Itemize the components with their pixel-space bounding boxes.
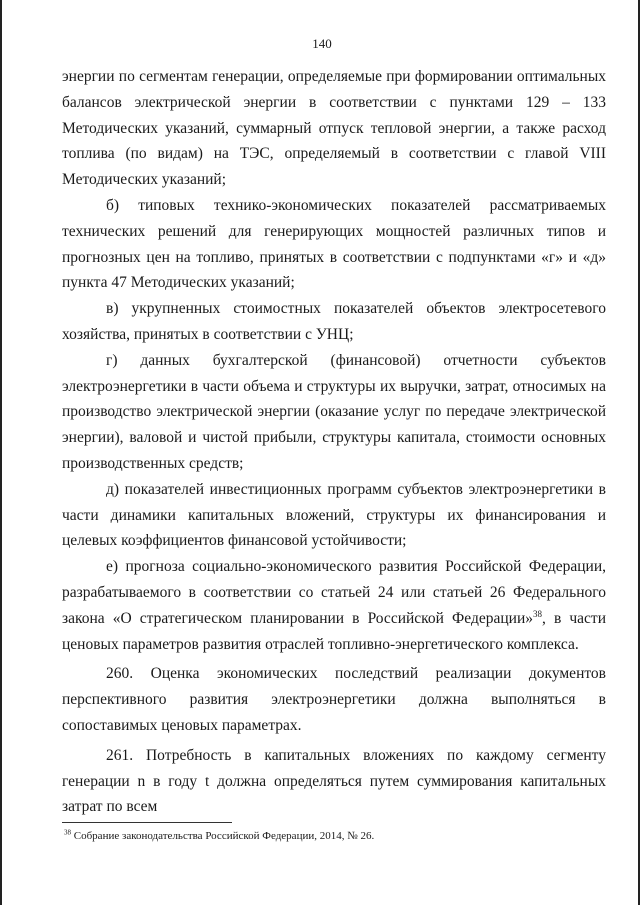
footnote-separator <box>62 822 232 823</box>
paragraph-g: г) данных бухгалтерской (финансовой) отчетности субъектов электроэнергетики в части объема и структуры их выручки, затрат, относимых на производство электрической энергии (оказание услуг по передаче электрической энергии), валовой и чистой прибыли, структуры капитала, стоимости основных производственных средств; <box>62 351 606 472</box>
paragraph-continuation: энергии по сегментам генерации, определяемые при формировании оптимальных балансов электрической энергии в соответствии с пунктами 129 – 133 Методических указаний, суммарный отпуск тепловой энергии, а также расход топлива (по видам) на ТЭС, определяемый в соответствии с главой VIII Методических указаний; <box>62 68 606 189</box>
footnote <box>64 829 604 843</box>
paragraph-v: в) укрупненных стоимостных показателей объектов электросетевого хозяйства, принятых в соответствии с УНЦ; <box>62 300 606 343</box>
footnote-reference: 38 <box>533 608 542 619</box>
body-text <box>62 64 606 820</box>
paragraph-b: б) типовых технико-экономических показателей рассматриваемых технических решений для генерирующих мощностей различных типов и прогнозных цен на топливо, принятых в соответствии с подпунктами «г» и «д» пункта 47 Методических указаний; <box>62 196 606 292</box>
paragraph-e <box>62 554 606 657</box>
paragraph-260: 260. Оценка экономических последствий реализации документов перспективного развития электроэнергетики должна выполняться в сопоставимых ценовых параметрах. <box>62 665 606 734</box>
paragraph-e-text-end: , в части ценовых параметров развития отраслей топливно-энергетического комплекса. <box>62 609 606 653</box>
paragraph-d: д) показателей инвестиционных программ субъектов электроэнергетики в части динамики капитальных вложений, структуры их финансирования и целевых коэффициентов финансовой устойчивости; <box>62 480 606 550</box>
paragraph-261: 261. Потребность в капитальных вложениях по каждому сегменту генерации n в году t должна определяться путем суммирования капитальных затрат по всем <box>62 746 606 816</box>
footnote-text: Собрание законодательства Российской Федерации, 2014, № 26. <box>73 830 375 842</box>
paragraph-e-text: е) прогноза социально-экономического развития Российской Федерации, разрабатываемого в соответствии со статьей 24 или статьей 26 Федерального закона «О стратегическом планировании в Российской Федерации» <box>62 558 606 627</box>
page-number: 140 <box>312 36 332 51</box>
footnote-marker: 38 <box>64 828 71 837</box>
